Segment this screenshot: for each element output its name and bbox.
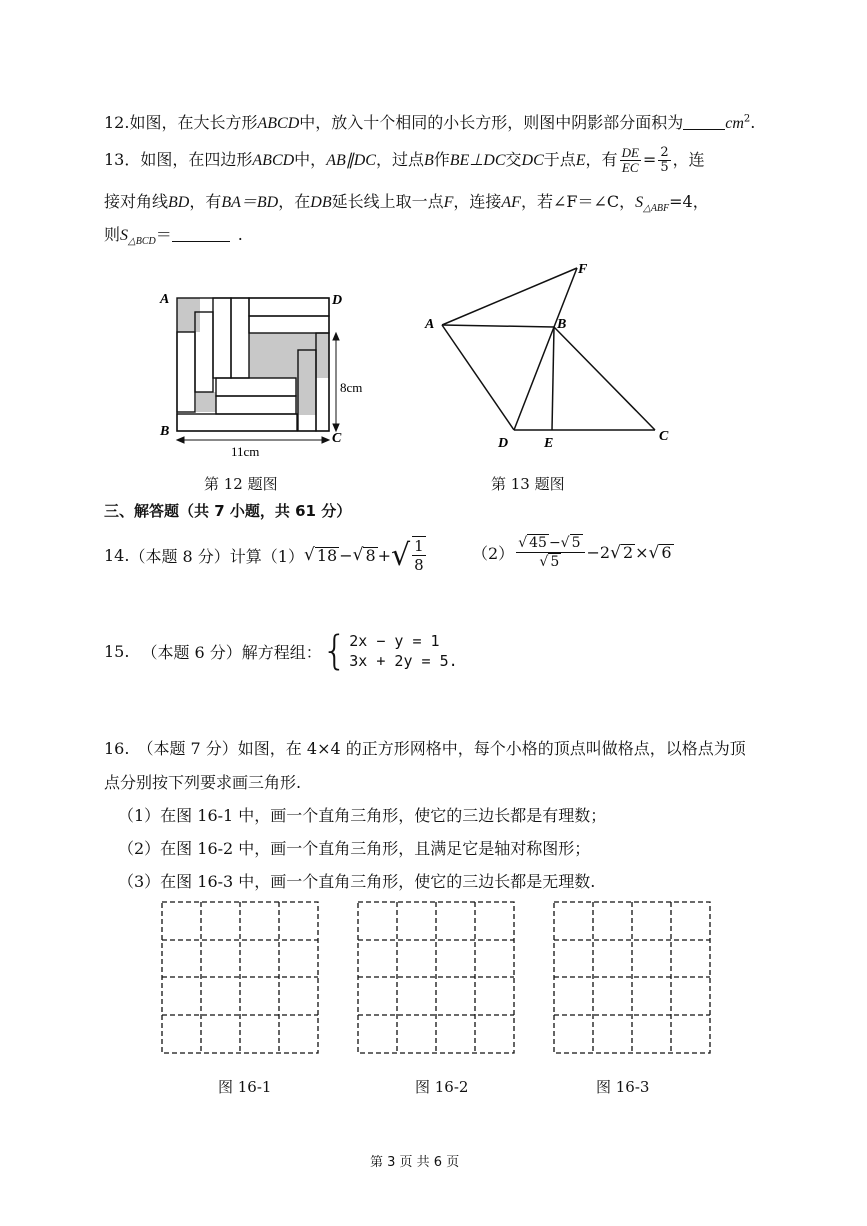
q13-db: DB [310,194,332,211]
equation-1: 2x − y = 1 [349,632,440,650]
unit: cm [725,115,744,132]
minus-sign: − [548,535,561,551]
sqrt-symbol: √ [304,545,315,565]
grid-16-2 [358,902,514,1053]
minus-sign: − [339,545,353,565]
q13-text: 如图，在四边形 [140,150,253,169]
fraction-numerator: 2 [660,145,669,160]
q16-item-2: （2）在图 16-2 中，画一个直角三角形，且满足它是轴对称图形； [118,839,591,858]
q13-text: 交 [505,150,522,169]
segment-bc [554,327,655,430]
q13-text: ，过点 [375,150,424,169]
area-symbol: S [120,227,129,244]
radicand: 6 [661,543,672,562]
q13-period: . [237,225,243,244]
q13-text: 于点 [543,150,576,169]
equation-system [321,628,458,674]
small-rectangle [231,298,249,378]
question-13-line-2 [104,189,709,214]
area-subscript: △BCD [128,236,156,247]
label-a: A [160,292,170,307]
small-rectangle [249,298,329,316]
q13-text: 接对角线 [104,192,169,211]
question-16-line-2: 点分别按下列要求画三角形. [104,773,302,792]
q13-abcd: ABCD [252,152,295,169]
area-subscript: △ABF [643,203,670,214]
q15-heading: （本题 6 分）解方程组： [141,642,322,662]
q13-text: 延长线上取一点 [331,192,444,211]
question-number: 15. [104,641,130,661]
figure-12-caption: 第 12 题图 [204,475,278,493]
radicand: 5 [550,554,560,570]
arrow-head [333,333,339,340]
fraction-1-8 [412,536,426,574]
label-d: D [332,293,343,308]
answer-blank[interactable] [683,115,725,130]
q15-period: . [448,652,458,670]
q13-text: ，连接 [453,192,502,211]
q13-text: 中， [294,150,327,169]
times-sign: × [635,543,649,562]
section-heading: 三、解答题（共 7 小题，共 61 分） [104,502,352,520]
equation-2: 3x + 2y = 5 [349,652,449,670]
fraction-numerator: 1 [414,537,424,555]
sqrt-symbol: √ [391,537,411,573]
part-number: （2） [472,544,515,563]
q13-perpendicular: BE⊥DC [449,152,506,169]
arrow-head [177,437,184,443]
grid-16-2-caption: 图 16-2 [415,1078,469,1096]
sqrt-symbol: √ [518,535,528,551]
q13-text: ，有 [585,150,618,169]
fraction-denominator [537,553,563,571]
q13-text: 则 [104,225,121,244]
q13-text: ，若∠F＝∠C， [520,192,636,211]
small-rectangle [216,396,296,414]
radicand: 45 [529,535,547,551]
q13-text: ，连 [672,150,705,169]
width-label: 11cm [231,444,260,459]
q13-point-f: F [443,194,454,211]
shaded-region [249,333,329,378]
page-footer: 第 3 页 共 6 页 [370,1155,460,1170]
grid-figures [150,890,730,1060]
height-label: 8cm [340,380,363,395]
question-14-part-2 [472,534,674,571]
triangle-lines [442,268,655,430]
label-e: E [544,436,554,451]
question-number: 12. [104,113,130,132]
fraction-denominator: 8 [414,556,424,574]
fraction-denominator: EC [621,160,639,175]
question-number: 13． [104,150,141,169]
q13-parallel: AB∥DC [326,152,376,169]
fraction-numerator: DE [621,145,639,160]
sqrt-symbol: √ [560,535,570,551]
small-rectangle [177,332,195,412]
sqrt-symbol: √ [648,542,660,563]
shaded-region [196,392,216,412]
fraction-2-5 [658,146,670,175]
radicand: 8 [365,545,376,565]
unit-exponent: 2 [743,113,751,125]
sqrt-symbol: √ [539,554,549,570]
q12-text: 如图，在大长方形 [129,113,258,132]
figure-12 [150,282,380,460]
small-rectangle [216,378,296,396]
question-14 [104,536,428,574]
question-13-line-1 [104,146,705,175]
question-13-line-3 [104,222,243,247]
q13-point-e: E [575,152,586,169]
answer-blank[interactable] [172,227,230,242]
grid-16-1-caption: 图 16-1 [218,1078,272,1096]
grid-16-3-caption: 图 16-3 [596,1078,650,1096]
fraction-denominator: 5 [660,160,669,175]
radicand: 18 [316,545,338,565]
label-b: B [557,317,567,332]
q13-text: ，有 [189,192,222,211]
question-15 [104,628,458,674]
shaded-region [177,298,200,332]
q13-text: 作 [433,150,450,169]
equation-2-row [349,651,457,671]
segment-ab [442,325,554,327]
radicand: 5 [571,535,581,551]
q13-dc: DC [521,152,544,169]
segment-ad [442,325,514,430]
q13-ba-bd: BA＝BD [221,194,279,211]
question-12 [104,110,755,133]
small-rectangle [249,316,329,333]
q16-text: （本题 7 分）如图，在 4×4 的正方形网格中，每个小格的顶点叫做格点，以格点为顶 [137,739,746,758]
fraction-numerator [516,534,584,553]
coefficient: −2 [586,543,611,562]
q12-text-2: 中，放入十个相同的小长方形，则图中阴影部分面积为 [299,113,684,132]
q13-text: ，在 [278,192,311,211]
q16-item-3: （3）在图 16-3 中，画一个直角三角形，使它的三边长都是无理数. [118,872,596,891]
area-symbol: S [635,194,644,211]
question-number: 16. [104,739,130,758]
q13-text: ＝ [155,225,172,244]
label-b: B [160,424,170,439]
label-a: A [425,317,435,332]
figure-13 [420,258,680,458]
q13-point-b: B [423,152,434,169]
grid-16-1 [162,902,318,1053]
label-f: F [578,262,588,277]
sqrt-symbol: √ [610,542,621,563]
arrow-head [322,437,329,443]
q13-af: AF [501,194,521,211]
plus-sign: + [377,545,392,565]
q14-heading: （本题 8 分）计算（1） [129,546,304,566]
equals-sign: = [642,150,657,169]
label-d: D [498,436,509,451]
small-rectangle [213,298,231,378]
figure-13-caption: 第 13 题图 [491,475,565,493]
q16-item-1: （1）在图 16-1 中，画一个直角三角形，使它的三边长都是有理数； [118,806,607,825]
label-c: C [332,431,342,446]
segment-db [514,327,554,430]
q13-text: =4， [669,192,709,211]
fraction-de-ec [620,146,641,175]
shaded-region [296,350,316,415]
arrow-head [333,424,339,431]
fraction-sqrt45 [516,534,584,571]
label-c: C [659,429,669,444]
equations [349,631,457,671]
brace-icon: { [321,628,348,674]
radicand: 2 [622,543,634,562]
question-number: 14. [104,545,130,565]
grid-16-3 [554,902,710,1053]
sqrt-symbol: √ [352,545,364,565]
q13-bd: BD [168,194,190,211]
small-rectangle [177,414,297,431]
segment-be [552,327,554,430]
q12-abcd: ABCD [257,115,300,132]
q12-period: . [750,113,756,132]
question-16-line-1 [104,736,746,759]
